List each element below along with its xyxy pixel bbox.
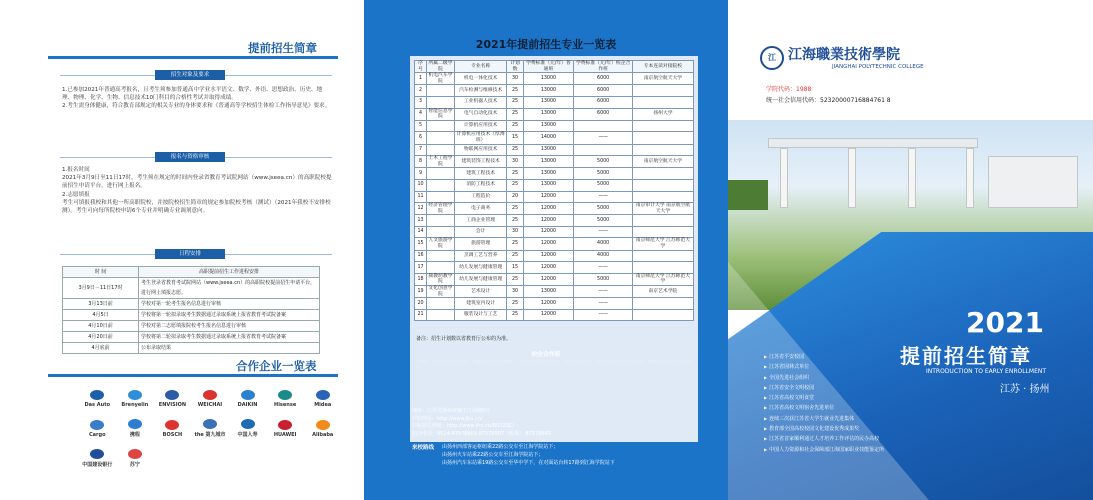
cell-fee-coop: 5000 (574, 273, 632, 285)
cell-college (427, 96, 455, 108)
table-row (415, 203, 694, 215)
cell-fee-coop: 5000 (574, 179, 632, 191)
cell-univ (632, 215, 693, 227)
head-college: 所属二级学院 (428, 61, 453, 72)
cell-major: 艺术设计 (454, 286, 507, 298)
table-row (415, 85, 694, 97)
honor-item: ▶ 江苏省安全文明校园 (764, 383, 884, 393)
honor-item: ▶ 教育部全国高校校园文化建设优秀成果奖 (764, 424, 884, 434)
campus-building (988, 156, 1078, 208)
cell-college: 频教幼教学院 (428, 273, 453, 285)
cell-plan: 25 (507, 168, 523, 180)
cell-fee-normal: 13000 (523, 85, 574, 97)
cell-fee-normal: 13000 (523, 179, 574, 191)
requirements-text: 1.已参加2021年普通高考报名，且考生须参加普通高中学业水平语文、数学、外语、思想政治、历史、地理、物理、化学、生物、信息技术10门科目的合格性考试并取得成绩。 2.考生需身体健康，符合教育部规定的相关专业的身体要求和《普通高等学校招生体检工作指导意见》要求。 (62, 87, 331, 110)
table-row (63, 310, 320, 321)
partner-logo-icon (203, 419, 217, 429)
partner-logo-icon (128, 449, 142, 459)
cell-college (427, 144, 455, 156)
cell-no: 17 (415, 262, 427, 274)
honors-list (764, 352, 884, 455)
partner-logo (80, 446, 115, 468)
left-panel (0, 0, 364, 500)
partner-logo-icon (90, 449, 104, 459)
schedule-task: 学校将第一轮拟录取考生数据通过录取系统上报省教育考试院备案 (139, 310, 320, 321)
table-row (415, 132, 694, 144)
cell-fee-coop (574, 120, 632, 132)
cell-fee-coop: —— (574, 309, 632, 321)
cell-no: 11 (415, 191, 427, 203)
partner-logo-name: the 第九城市 (194, 432, 226, 438)
schedule-time: 4月10日前 (63, 321, 139, 332)
cell-plan: 30 (507, 226, 523, 238)
table-row (63, 321, 320, 332)
head-no: 序号 (415, 61, 427, 73)
partner-logo-icon (316, 390, 330, 400)
head-univ: 专本连读对接院校 (632, 61, 693, 73)
partner-logo-icon (165, 390, 179, 400)
honor-item: ▶ 江苏省首家顺利通过人才培养工作评估的民办高校 (764, 434, 884, 444)
cell-no: 4 (415, 108, 427, 120)
cell-no: 5 (415, 120, 427, 132)
majors-note: 备注：招生计划数以省教育厅公布的为准。 (416, 336, 512, 342)
cell-plan: 25 (507, 108, 523, 120)
cell-fee-normal: 12000 (523, 298, 574, 310)
table-row (415, 191, 694, 203)
cover-english: INTRODUCTION TO EARLY ENROLLMENT (926, 368, 1047, 375)
cell-plan: 30 (507, 73, 523, 85)
table-row (415, 179, 694, 191)
table-row (415, 238, 694, 250)
cell-univ (632, 179, 693, 191)
partner-logo-name: BOSCH (162, 432, 183, 438)
coop-title-bar (48, 374, 338, 377)
partner-logo-name: 中国人寿 (237, 432, 258, 438)
cell-univ (632, 96, 693, 108)
table-row (415, 96, 694, 108)
schedule-time: 4月20日前 (63, 332, 139, 343)
cell-fee-coop: 6000 (574, 85, 632, 97)
cell-major: 消防工程技术 (454, 179, 507, 191)
head-plan: 计划数 (507, 61, 523, 73)
cell-no: 18 (415, 273, 427, 285)
cell-major: 建筑工程技术 (454, 168, 507, 180)
cell-fee-coop: 5000 (574, 168, 632, 180)
partner-logo-icon (278, 390, 292, 400)
cell-no: 6 (415, 132, 427, 144)
table-row (415, 286, 694, 298)
schedule-task: 公布录取结果 (139, 343, 320, 354)
cell-no: 21 (415, 309, 427, 321)
honor-item: ▶ 江苏省高校文明宿舍先进单位 (764, 403, 884, 413)
cell-fee-normal: 13000 (523, 286, 574, 298)
table-row (415, 168, 694, 180)
cell-no: 13 (415, 215, 427, 227)
partner-logo-name: Alibaba (312, 432, 334, 438)
cell-plan: 25 (507, 250, 523, 262)
cell-major: 幼儿发展与健康管理 (454, 273, 507, 285)
cell-fee-coop: 5000 (574, 203, 632, 215)
cell-plan: 30 (507, 286, 523, 298)
cell-no: 7 (415, 144, 427, 156)
partner-logo (305, 416, 340, 438)
schedule-task: 学校对第一轮考生报名信息进行审核 (139, 299, 320, 310)
cell-major: 旅游管理 (454, 238, 507, 250)
cell-plan: 25 (507, 203, 523, 215)
coop-title: 合作企业一览表 (236, 359, 317, 373)
cell-univ: 南京师范大学 江苏师范大学 (632, 238, 693, 250)
contact-info: 地址：江苏省扬州市扬子江南路5号 学院网址：http://www.jhu.cn/ 学院招生网址：http://www.jhu.cn/B07ZSC/ 招办电话：0514-87579903 87579907（传真） 87579643 (412, 408, 552, 437)
cell-college (427, 262, 455, 274)
cover-year: 2021 (966, 306, 1044, 339)
schedule-head-time: 时 间 (63, 267, 139, 278)
cell-no: 2 (415, 85, 427, 97)
cell-univ (632, 191, 693, 203)
cell-plan: 25 (507, 85, 523, 97)
school-name-en: JIANGHAI POLYTECHNIC COLLEGE (832, 64, 924, 70)
gate-pillar (908, 148, 916, 208)
cell-fee-normal: 12000 (523, 191, 574, 203)
cell-univ: 南京航空航天大学 (632, 73, 693, 85)
cell-plan: 25 (507, 238, 523, 250)
cell-major: 电气自动化技术 (454, 108, 507, 120)
table-row (415, 298, 694, 310)
route-label: 来校路线 (412, 445, 435, 451)
cell-univ: 南京艺术学院 (632, 286, 693, 298)
partner-logo-icon (203, 390, 217, 400)
partner-logos (80, 386, 340, 468)
cell-college (427, 85, 455, 97)
schedule-time: 4月5日 (63, 310, 139, 321)
partner-logo-name: DAIKIN (237, 402, 258, 408)
schedule-time: 4月底前 (63, 343, 139, 354)
partner-logo (230, 416, 265, 438)
cell-major: 服装设计与工艺 (454, 309, 507, 321)
credit-code: 统一社会信用代码：52320000716884761 8 (766, 97, 891, 104)
majors-table (414, 60, 694, 321)
cell-fee-normal: 12000 (523, 226, 574, 238)
cell-major: 工业机器人技术 (454, 96, 507, 108)
section-tag-requirements: 招生对象及要求 (155, 70, 225, 80)
route-text: 由扬州西部客运枢纽乘22路公交车至江海学院站下； 由扬州火车站乘22路公交车至江海学院站下； 由扬州汽车东站乘19路公交车至华中学下，在对面站台转17路到江海学院站下 (442, 444, 615, 466)
gate-pillar (966, 148, 974, 208)
partner-logo (80, 416, 115, 438)
partner-logo-name: Hisense (274, 402, 297, 408)
cell-fee-coop: 5000 (574, 156, 632, 168)
cover-headline: 提前招生简章 (900, 344, 1032, 368)
school-emblem-icon: 江 (760, 46, 784, 70)
partner-logo-name: HUAWEI (273, 432, 297, 438)
partner-logo-icon (165, 420, 179, 430)
head-fee-coop: 学费标准（元/年）校企合作班 (574, 61, 632, 73)
cell-fee-normal: 12000 (523, 238, 574, 250)
cell-fee-coop: 6000 (574, 73, 632, 85)
partner-logo (193, 386, 228, 408)
cell-college: 文化创意学院 (428, 286, 453, 297)
cell-no: 1 (415, 73, 427, 85)
honor-item: ▶ 江苏省高校文明食堂 (764, 393, 884, 403)
cover-city: 江苏 · 扬州 (1000, 384, 1050, 395)
partner-logo-name: Midea (314, 402, 332, 408)
table-row (63, 332, 320, 343)
partner-logo-icon (316, 420, 330, 430)
cell-college (427, 132, 455, 144)
cell-no: 12 (415, 203, 427, 215)
gate-roof (768, 138, 978, 148)
table-row (415, 273, 694, 285)
table-row (415, 215, 694, 227)
cell-fee-normal: 13000 (523, 168, 574, 180)
head-major: 专业名称 (454, 61, 507, 73)
partner-logo-icon (241, 390, 255, 400)
cell-univ (632, 85, 693, 97)
registration-text: 1.报名时间 2021年3月9日至11日17时，考生须在规定的时间内登录省教育考试院网站（www.jseea.cn）的高职院校提前招生申请平台，进行网上报名。 2.志愿填报 考生可填报我校和其他一所高职院校，并按院校招生简章的规定参加院校考核（测试）（2021年我校不安排校测）。考生可向每所院校申请6个专业并明确专业调剂意向。 (62, 167, 332, 215)
cell-major: 烹调工艺与营养 (454, 250, 507, 262)
honor-item: ▶ 江苏省园林式单位 (764, 362, 884, 372)
cell-univ: 南京航空航天大学 (632, 156, 693, 168)
partner-logo-name: Brenyelin (121, 402, 149, 408)
left-title: 提前招生简章 (248, 41, 317, 55)
cell-fee-normal: 12000 (523, 215, 574, 227)
cell-major: 建筑室内设计 (454, 298, 507, 310)
cell-college: 机电汽车学院 (428, 73, 453, 84)
cell-univ (632, 262, 693, 274)
cell-major: 机电一体化技术 (454, 73, 507, 85)
cell-fee-normal: 12000 (523, 203, 574, 215)
cell-fee-coop: —— (574, 132, 632, 144)
cell-college (427, 309, 455, 321)
honor-item: ▶ 江苏省平安校园 (764, 352, 884, 362)
cell-plan: 15 (507, 262, 523, 274)
cell-fee-normal: 14000 (523, 132, 574, 144)
cell-college: 智能信息学院 (428, 108, 453, 120)
cell-univ (632, 226, 693, 238)
school-code: 学院代码：1988 (766, 86, 812, 93)
cell-plan: 25 (507, 96, 523, 108)
cell-fee-coop: —— (574, 298, 632, 310)
cell-plan: 25 (507, 298, 523, 310)
cell-major: 电子商务 (454, 203, 507, 215)
cell-major: 汽车检测与维修技术 (454, 85, 507, 97)
table-row (415, 144, 694, 156)
schedule-head-progress: 高职提前招生工作进程安排 (139, 267, 320, 278)
partner-logo-name: 苏宁 (129, 462, 140, 468)
table-row (415, 73, 694, 85)
cell-fee-coop: 5000 (574, 215, 632, 227)
school-name: 江海職業技術學院 (788, 47, 900, 63)
table-row (415, 108, 694, 120)
partner-logo (118, 386, 153, 408)
cell-fee-coop: —— (574, 191, 632, 203)
majors-head-row (415, 61, 694, 73)
partner-logo-name: 携程 (129, 432, 140, 438)
cell-college: 人文旅游学院 (428, 238, 453, 250)
cell-plan: 25 (507, 273, 523, 285)
partner-logo-icon (128, 419, 142, 429)
table-row (415, 309, 694, 321)
cell-plan: 15 (507, 132, 523, 144)
cell-univ (632, 298, 693, 310)
majors-title: 2021年提前招生专业一览表 (475, 38, 617, 51)
schedule-time: 3月13日前 (63, 299, 139, 310)
cell-plan: 25 (507, 120, 523, 132)
left-title-bar (48, 56, 338, 59)
cell-fee-normal: 13000 (523, 108, 574, 120)
cell-fee-normal: 13000 (523, 73, 574, 85)
tree-cluster (728, 180, 768, 210)
cell-college (427, 250, 455, 262)
cell-fee-coop: 4000 (574, 250, 632, 262)
cell-univ (632, 132, 693, 144)
cell-fee-normal: 12000 (523, 273, 574, 285)
cell-plan: 25 (507, 215, 523, 227)
cell-major: 建筑装饰工程技术 (454, 156, 507, 168)
cell-plan: 20 (507, 191, 523, 203)
partner-logo-name: WEICHAI (197, 402, 223, 408)
cell-no: 3 (415, 96, 427, 108)
cell-college (427, 298, 455, 310)
partner-logo (118, 446, 153, 468)
cell-univ (632, 250, 693, 262)
schedule-task: 学校将第二轮拟录取考生数据通过录取系统上报省教育考试院备案 (139, 332, 320, 343)
cell-univ: 南京师范大学 江苏师范大学 (632, 273, 693, 285)
cell-univ (632, 309, 693, 321)
cell-fee-coop: —— (574, 286, 632, 298)
partner-logo (80, 386, 115, 408)
partner-logo (305, 386, 340, 408)
cell-major: 工程造价 (454, 191, 507, 203)
cell-fee-normal: 12000 (523, 309, 574, 321)
cell-no: 16 (415, 250, 427, 262)
cell-fee-normal: 13000 (523, 120, 574, 132)
cell-college (427, 120, 455, 132)
cell-fee-coop: —— (574, 226, 632, 238)
cell-univ (632, 168, 693, 180)
section-tag-registration: 报名与资格审核 (155, 152, 225, 162)
cell-plan: 25 (507, 179, 523, 191)
table-row (415, 250, 694, 262)
partner-logo (193, 416, 228, 438)
cell-plan: 25 (507, 309, 523, 321)
cell-no: 20 (415, 298, 427, 310)
partner-logo-name: ENVISION (158, 402, 187, 408)
partner-logo (268, 416, 303, 438)
gate-pillar (848, 148, 856, 208)
table-row (63, 343, 320, 354)
cell-univ: 南京审计大学 南京航空航天大学 (632, 203, 693, 215)
schedule-time: 3月9日－11日17时 (63, 278, 139, 299)
table-row (415, 156, 694, 168)
cell-fee-normal: 13000 (523, 144, 574, 156)
gate-pillar (780, 148, 788, 208)
honor-item: ▶ 中国人力资源和社会保障部江海国家职业技能鉴定所 (764, 445, 884, 455)
cell-fee-coop: 4000 (574, 238, 632, 250)
cell-fee-normal: 12000 (523, 262, 574, 274)
cell-no: 19 (415, 286, 427, 298)
table-row (415, 262, 694, 274)
honor-item: ▶ 全国先进社会组织 (764, 373, 884, 383)
cell-major: 计算机应用技术 (454, 120, 507, 132)
coop-class-text: 与优质、大中型企业合作办学，实施学校企业双主体育人，学生入学即为企业员工，享受企业奖学金，毕业后直接到合作企业就业；学费标准按校企合作班执行。 (416, 359, 692, 370)
partner-logo (230, 386, 265, 408)
cell-major: 物联网应用技术 (454, 144, 507, 156)
honor-item: ▶ 连续三次获江苏省大学生就业先进集体 (764, 414, 884, 424)
partner-logo (155, 386, 190, 408)
cell-major: 工商企业管理 (454, 215, 507, 227)
section-tag-schedule: 日程安排 (155, 249, 225, 259)
cell-fee-coop (574, 144, 632, 156)
cell-college (427, 215, 455, 227)
head-fee-normal: 学费标准（元/年）普通班 (523, 61, 574, 73)
cell-college (427, 168, 455, 180)
cell-no: 8 (415, 156, 427, 168)
cell-college (427, 179, 455, 191)
cell-no: 15 (415, 238, 427, 250)
partner-logo-icon (90, 390, 104, 400)
schedule-task: 学校对第二志愿填报院校考生报名信息进行审核 (139, 321, 320, 332)
cell-college (427, 191, 455, 203)
cell-univ (632, 144, 693, 156)
table-row (415, 120, 694, 132)
cell-major: 会计 (454, 226, 507, 238)
partner-logo-name: Das Auto (84, 402, 111, 408)
cell-fee-coop: —— (574, 262, 632, 274)
table-row (63, 278, 320, 299)
partner-logo (118, 416, 153, 438)
cell-no: 9 (415, 168, 427, 180)
partner-logo-icon (128, 390, 142, 400)
partner-logo-name: Cargo (89, 432, 106, 438)
cell-fee-normal: 13000 (523, 156, 574, 168)
cell-major: 幼儿发展与健康管理 (454, 262, 507, 274)
cell-no: 10 (415, 179, 427, 191)
table-row (415, 226, 694, 238)
partner-logo-icon (241, 419, 255, 429)
cell-major: 计算机应用技术（厚溥班） (454, 132, 507, 144)
cell-univ: 扬州大学 (632, 108, 693, 120)
cell-fee-normal: 13000 (523, 96, 574, 108)
cell-college: 经济管理学院 (428, 203, 453, 214)
partner-logo (155, 416, 190, 438)
partner-logo-icon (90, 420, 104, 430)
cell-univ (632, 120, 693, 132)
cell-plan: 25 (507, 144, 523, 156)
cell-fee-coop: 6000 (574, 108, 632, 120)
partner-logo (268, 386, 303, 408)
cell-fee-coop: 6000 (574, 96, 632, 108)
cell-fee-normal: 12000 (523, 250, 574, 262)
partner-logo-name: 中国建设银行 (82, 462, 113, 468)
schedule-task: 考生登录省教育考试院网站（www.jseea.cn）的高职院校提前招生申请平台，进行网上填报志愿。 (139, 278, 320, 299)
cell-plan: 30 (507, 156, 523, 168)
schedule-table (62, 266, 320, 354)
partner-logo-icon (278, 420, 292, 430)
cell-no: 14 (415, 226, 427, 238)
table-row (63, 299, 320, 310)
cell-college (427, 226, 455, 238)
cell-college: 土木工程学院 (428, 156, 453, 167)
coop-class-title: 校企合作班 (531, 352, 561, 358)
